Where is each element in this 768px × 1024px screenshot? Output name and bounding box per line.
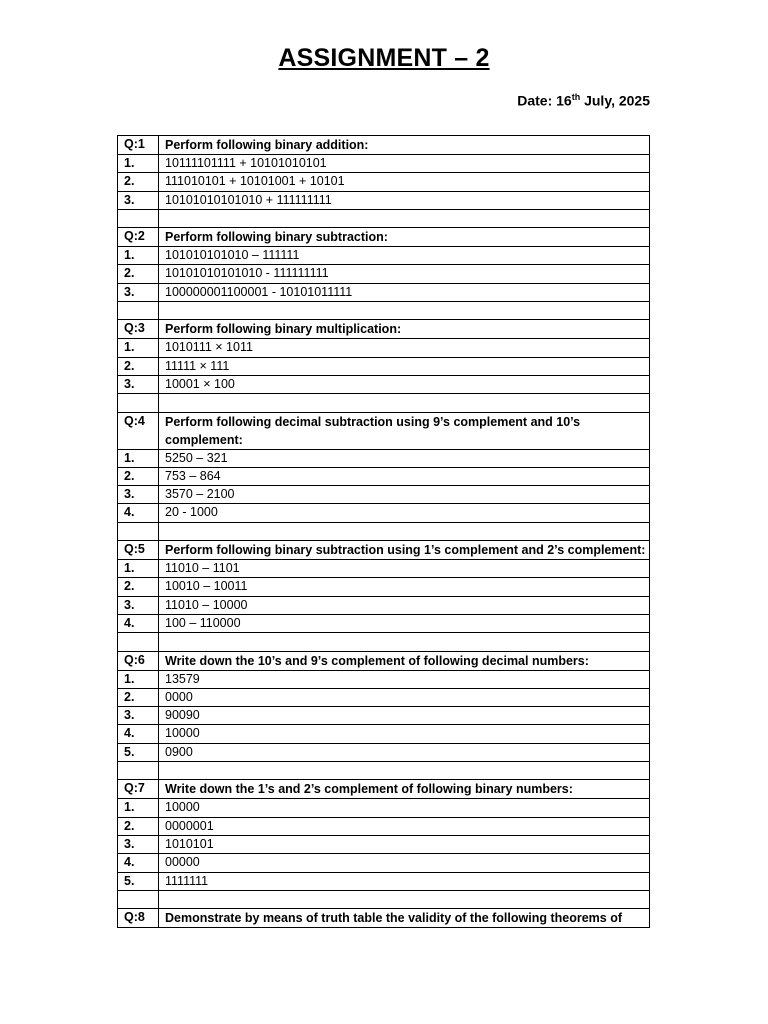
item-row	[118, 504, 650, 522]
page-title: ASSIGNMENT – 2	[278, 44, 490, 72]
row-text: 11111 × 111	[159, 357, 650, 375]
row-text: 0900	[159, 743, 650, 761]
question-row	[118, 780, 650, 799]
row-text: 11010 – 10000	[159, 596, 650, 614]
row-number: 1.	[118, 670, 159, 688]
row-text: 3570 – 2100	[159, 486, 650, 504]
row-number: 4.	[118, 504, 159, 522]
row-number: 3.	[118, 707, 159, 725]
row-number: 2.	[118, 173, 159, 191]
row-text: 111010101 + 10101001 + 10101	[159, 173, 650, 191]
row-number: 2.	[118, 817, 159, 835]
row-text: Perform following binary subtraction:	[159, 228, 650, 247]
row-number	[118, 633, 159, 651]
item-row	[118, 707, 650, 725]
questions-body	[118, 136, 650, 928]
item-row	[118, 614, 650, 632]
item-row	[118, 560, 650, 578]
row-number: 3.	[118, 596, 159, 614]
row-number	[118, 209, 159, 227]
row-number	[118, 762, 159, 780]
spacer-row	[118, 522, 650, 540]
row-number: Q:1	[118, 136, 159, 155]
row-number: 1.	[118, 339, 159, 357]
item-row	[118, 799, 650, 817]
row-number: 3.	[118, 835, 159, 853]
item-row	[118, 265, 650, 283]
item-row	[118, 835, 650, 853]
title-container	[0, 44, 768, 73]
row-number	[118, 890, 159, 908]
spacer-row	[118, 394, 650, 412]
row-text: 10001 × 100	[159, 375, 650, 393]
row-text: Write down the 10’s and 9’s complement of following decimal numbers:	[159, 651, 650, 670]
item-row	[118, 854, 650, 872]
row-text	[159, 209, 650, 227]
row-number: 1.	[118, 799, 159, 817]
row-text: 1111111	[159, 872, 650, 890]
item-row	[118, 449, 650, 467]
row-number	[118, 394, 159, 412]
item-row	[118, 743, 650, 761]
spacer-row	[118, 209, 650, 227]
row-text	[159, 522, 650, 540]
item-row	[118, 339, 650, 357]
item-row	[118, 283, 650, 301]
row-number: Q:5	[118, 541, 159, 560]
date-label: Date: 16	[517, 92, 572, 109]
row-text: Perform following binary addition:	[159, 136, 650, 155]
row-number: Q:6	[118, 651, 159, 670]
row-number: 2.	[118, 357, 159, 375]
row-text: 00000	[159, 854, 650, 872]
item-row	[118, 725, 650, 743]
item-row	[118, 357, 650, 375]
item-row	[118, 375, 650, 393]
row-text: 101010101010 – 111111	[159, 247, 650, 265]
row-number: 1.	[118, 449, 159, 467]
item-row	[118, 872, 650, 890]
spacer-row	[118, 302, 650, 320]
question-row	[118, 136, 650, 155]
questions-table	[117, 135, 650, 928]
question-row	[118, 320, 650, 339]
item-row	[118, 670, 650, 688]
row-text	[159, 890, 650, 908]
row-number: 4.	[118, 725, 159, 743]
item-row	[118, 688, 650, 706]
question-row	[118, 541, 650, 560]
row-text: 10111101111 + 10101010101	[159, 155, 650, 173]
item-row	[118, 486, 650, 504]
row-number: 4.	[118, 854, 159, 872]
row-text	[159, 394, 650, 412]
row-number: 3.	[118, 375, 159, 393]
question-row	[118, 909, 650, 928]
row-number: 2.	[118, 578, 159, 596]
row-number: Q:4	[118, 412, 159, 449]
row-text: Perform following binary subtraction using 1’s complement and 2’s complement:	[159, 541, 650, 560]
item-row	[118, 191, 650, 209]
row-text: Write down the 1’s and 2’s complement of following binary numbers:	[159, 780, 650, 799]
row-number: Q:3	[118, 320, 159, 339]
row-number: 3.	[118, 191, 159, 209]
row-text: 10101010101010 + 111111111	[159, 191, 650, 209]
row-text: 10101010101010 - 111111111	[159, 265, 650, 283]
item-row	[118, 155, 650, 173]
row-text: 10010 – 10011	[159, 578, 650, 596]
row-text: 0000001	[159, 817, 650, 835]
row-text	[159, 633, 650, 651]
item-row	[118, 247, 650, 265]
row-number: 3.	[118, 486, 159, 504]
row-number: 1.	[118, 560, 159, 578]
row-text: 90090	[159, 707, 650, 725]
item-row	[118, 817, 650, 835]
row-number: 5.	[118, 743, 159, 761]
row-text: 10000	[159, 725, 650, 743]
question-row	[118, 228, 650, 247]
row-text: Perform following binary multiplication:	[159, 320, 650, 339]
question-row	[118, 651, 650, 670]
row-text: 0000	[159, 688, 650, 706]
item-row	[118, 578, 650, 596]
row-number: 2.	[118, 688, 159, 706]
date-rest: July, 2025	[580, 92, 650, 109]
row-text: 100000001100001 - 10101011111	[159, 283, 650, 301]
spacer-row	[118, 633, 650, 651]
row-text: 100 – 110000	[159, 614, 650, 632]
row-text: Perform following decimal subtraction using 9’s complement and 10’s complement:	[159, 412, 650, 449]
row-text: Demonstrate by means of truth table the validity of the following theorems of	[159, 909, 650, 928]
row-number: 1.	[118, 247, 159, 265]
row-number: 1.	[118, 155, 159, 173]
question-row	[118, 412, 650, 449]
row-number: 2.	[118, 265, 159, 283]
row-text: 13579	[159, 670, 650, 688]
row-text: 20 - 1000	[159, 504, 650, 522]
spacer-row	[118, 890, 650, 908]
row-text: 753 – 864	[159, 467, 650, 485]
item-row	[118, 467, 650, 485]
item-row	[118, 173, 650, 191]
date-superscript: th	[571, 92, 581, 102]
date	[517, 92, 650, 109]
row-number	[118, 522, 159, 540]
row-number	[118, 302, 159, 320]
item-row	[118, 596, 650, 614]
row-text: 1010101	[159, 835, 650, 853]
row-number: Q:7	[118, 780, 159, 799]
row-text	[159, 762, 650, 780]
row-text: 10000	[159, 799, 650, 817]
row-number: 2.	[118, 467, 159, 485]
row-number: 4.	[118, 614, 159, 632]
row-text: 5250 – 321	[159, 449, 650, 467]
row-number: 5.	[118, 872, 159, 890]
row-number: Q:8	[118, 909, 159, 928]
row-number: 3.	[118, 283, 159, 301]
spacer-row	[118, 762, 650, 780]
row-text	[159, 302, 650, 320]
row-number: Q:2	[118, 228, 159, 247]
row-text: 11010 – 1101	[159, 560, 650, 578]
row-text: 1010111 × 1011	[159, 339, 650, 357]
